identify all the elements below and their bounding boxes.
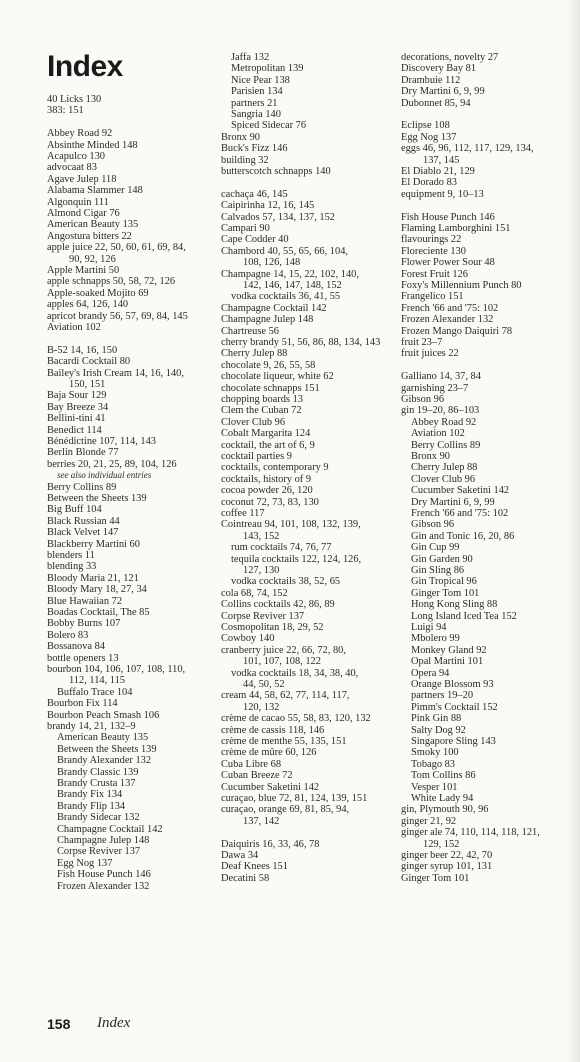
index-subentry: 120, 132 [243, 701, 280, 713]
index-entry: Dry Martini 6, 9, 99 [401, 86, 485, 98]
index-subentry: 101, 107, 108, 122 [243, 656, 321, 668]
index-entry: equipment 9, 10–13 [401, 188, 484, 200]
index-entry: Frangelico 151 [401, 291, 464, 303]
index-entry: Cointreau 94, 101, 108, 132, 139, [221, 519, 361, 531]
index-entry: Bacardi Cocktail 80 [47, 356, 131, 368]
index-entry: Bénédictine 107, 114, 143 [47, 436, 156, 447]
index-entry: crème de cassis 118, 146 [221, 724, 325, 736]
index-subentry: Aviation 102 [411, 428, 465, 440]
index-subentry: 137, 145 [423, 154, 460, 166]
index-subentry: 127, 130 [243, 565, 280, 576]
index-subentry: Cherry Julep 88 [411, 462, 478, 474]
index-entry: Acapulco 130 [47, 151, 105, 162]
index-subentry: Dry Martini 6, 9, 99 [411, 496, 495, 508]
index-subentry: American Beauty 135 [57, 732, 149, 744]
index-entry: Algonquin 111 [47, 196, 109, 208]
index-subentry: 137, 142 [243, 815, 280, 827]
index-entry: French '66 and '75: 102 [401, 302, 499, 314]
index-entry: Drambuie 112 [401, 74, 461, 86]
index-subentry: Clover Club 96 [411, 473, 476, 485]
index-entry: apricot brandy 56, 57, 69, 84, 145 [47, 310, 188, 322]
index-entry: Cape Codder 40 [221, 234, 289, 246]
index-subentry: Spiced Sidecar 76 [231, 120, 307, 132]
index-entry: Black Russian 44 [47, 515, 120, 527]
index-subentry: Fish House Punch 146 [57, 869, 151, 881]
index-entry: Discovery Bay 81 [401, 63, 477, 75]
index-entry: curaçao, orange 69, 81, 85, 94, [221, 804, 350, 816]
index-entry: eggs 46, 96, 112, 117, 129, 134, [401, 143, 534, 155]
index-entry: Forest Fruit 126 [401, 268, 468, 280]
running-footer-label: Index [97, 1015, 131, 1031]
index-subentry: Champagne Cocktail 142 [57, 823, 163, 835]
index-entry: bourbon 104, 106, 107, 108, 110, [47, 664, 186, 675]
index-entry: curaçao, blue 72, 81, 124, 139, 151 [221, 793, 368, 804]
index-subentry: Salty Dog 92 [411, 724, 466, 736]
index-subentry: Brandy Alexander 132 [57, 755, 152, 767]
index-entry: Champagne Cocktail 142 [221, 302, 327, 314]
index-entry: chocolate liqueur, white 62 [221, 371, 334, 383]
index-entry: apple juice 22, 50, 60, 61, 69, 84, [47, 242, 186, 254]
index-subentry: Orange Blossom 93 [411, 679, 494, 690]
index-entry: ginger ale 74, 110, 114, 118, 121, [401, 827, 540, 839]
index-entry: Bailey's Irish Cream 14, 16, 140, [47, 367, 184, 379]
index-subentry: Pimm's Cocktail 152 [411, 701, 498, 713]
index-subentry: 150, 151 [69, 379, 106, 390]
index-entry: berries 20, 21, 25, 89, 104, 126 [47, 458, 177, 470]
index-subentry: 142, 146, 147, 148, 152 [243, 280, 342, 291]
index-entry: Alabama Slammer 148 [47, 185, 143, 197]
index-entry: Frozen Alexander 132 [401, 314, 494, 326]
index-subentry: Gibson 96 [411, 519, 455, 531]
index-entry: Chambord 40, 55, 65, 66, 104, [221, 245, 348, 257]
index-entry: garnishing 23–7 [401, 382, 469, 394]
index-subentry: 112, 114, 115 [69, 675, 125, 687]
index-entry: Cosmopolitan 18, 29, 52 [221, 622, 324, 633]
index-subentry: Opera 94 [411, 667, 450, 679]
index-entry: Black Velvet 147 [47, 527, 119, 539]
page-number: 158 [47, 1016, 71, 1032]
index-entry: chocolate schnapps 151 [221, 382, 320, 394]
index-entry: Campari 90 [221, 223, 270, 234]
index-subentry: Opal Martini 101 [411, 656, 484, 668]
index-subentry: 44, 50, 52 [243, 679, 285, 690]
index-entry: Clem the Cuban 72 [221, 405, 302, 417]
index-entry: 40 Licks 130 [47, 94, 102, 105]
index-subentry: Brandy Fix 134 [57, 789, 123, 801]
index-subentry: partners 21 [231, 97, 278, 109]
index-entry: Bellini-tini 41 [47, 413, 106, 425]
index-entry: American Beauty 135 [47, 219, 139, 231]
index-entry: Bloody Mary 18, 27, 34 [47, 584, 147, 596]
index-entry: Clover Club 96 [221, 416, 286, 428]
index-subentry: Buffalo Trace 104 [57, 686, 133, 698]
index-entry: Frozen Mango Daiquiri 78 [401, 325, 513, 337]
index-entry: blenders 11 [47, 550, 95, 561]
index-subentry: Long Island Iced Tea 152 [411, 610, 517, 622]
index-subentry: Metropolitan 139 [231, 63, 304, 75]
index-entry: blending 33 [47, 561, 97, 573]
index-entry: coconut 72, 73, 83, 130 [221, 496, 319, 508]
index-entry: Floreciente 130 [401, 245, 466, 257]
index-entry: butterscotch schnapps 140 [221, 166, 331, 177]
index-subentry: Frozen Alexander 132 [57, 880, 150, 892]
index-subentry: Egg Nog 137 [57, 857, 113, 869]
index-subentry: White Lady 94 [411, 793, 474, 804]
index-entry: Caipirinha 12, 16, 145 [221, 200, 315, 212]
index-subentry: Luigi 94 [411, 622, 447, 633]
index-subentry: Parisien 134 [231, 86, 283, 98]
index-entry: Champagne 14, 15, 22, 102, 140, [221, 268, 359, 280]
index-entry: cocktail parties 9 [221, 451, 292, 462]
index-entry: building 32 [221, 154, 269, 166]
index-entry: Cherry Julep 88 [221, 348, 288, 360]
index-entry: Deaf Knees 151 [221, 861, 288, 873]
index-entry: Decatini 58 [221, 872, 270, 884]
index-entry: Cuba Libre 68 [221, 758, 282, 770]
index-entry: gin, Plymouth 90, 96 [401, 804, 489, 816]
index-subentry: Tom Collins 86 [411, 770, 476, 782]
index-entry: decorations, novelty 27 [401, 52, 499, 63]
index-entry: coffee 117 [221, 508, 265, 519]
index-subentry: Pink Gin 88 [411, 713, 462, 725]
index-subentry: Brandy Sidecar 132 [57, 812, 140, 824]
index-entry: fruit juices 22 [401, 348, 459, 360]
index-entry: Bourbon Peach Smash 106 [47, 709, 160, 721]
index-entry: Blue Hawaiian 72 [47, 595, 123, 607]
index-entry: El Dorado 83 [401, 177, 457, 189]
index-entry: ginger 21, 92 [401, 815, 457, 827]
index-subentry: Mbolero 99 [411, 633, 460, 645]
index-entry: Agave Julep 118 [47, 173, 117, 185]
index-subentry: Corpse Reviver 137 [57, 846, 141, 858]
index-entry: Collins cocktails 42, 86, 89 [221, 599, 335, 611]
index-entry: Eclipse 108 [401, 120, 450, 132]
index-entry: Berry Collins 89 [47, 481, 117, 493]
index-entry: crème de menthe 55, 135, 151 [221, 736, 347, 747]
index-subentry: 143, 152 [243, 530, 280, 542]
index-entry: Egg Nog 137 [401, 131, 457, 143]
index-entry: ginger beer 22, 42, 70 [401, 850, 493, 861]
index-entry: Cobalt Margarita 124 [221, 428, 311, 440]
page-title: Index [47, 50, 123, 83]
index-entry: Bay Breeze 34 [47, 401, 109, 413]
index-entry: El Diablo 21, 129 [401, 166, 475, 177]
index-entry: Apple Martini 50 [47, 265, 120, 276]
index-subentry: Cucumber Saketini 142 [411, 485, 510, 497]
index-entry: Buck's Fizz 146 [221, 143, 288, 155]
index-entry: apples 64, 126, 140 [47, 299, 129, 311]
index-entry: Apple-soaked Mojito 69 [47, 287, 149, 299]
index-entry: Benedict 114 [47, 424, 102, 436]
index-entry: Big Buff 104 [47, 504, 102, 516]
cross-reference: see also individual entries [57, 470, 152, 481]
index-entry: Bolero 83 [47, 629, 89, 641]
index-subentry: Gin Sling 86 [411, 565, 465, 576]
index-entry: cocktails, history of 9 [221, 473, 312, 485]
index-subentry: French '66 and '75: 102 [411, 508, 509, 519]
index-entry: Bourbon Fix 114 [47, 698, 118, 710]
index-subentry: Nice Pear 138 [231, 74, 290, 86]
index-entry: Cucumber Saketini 142 [221, 781, 320, 793]
index-entry: Blackberry Martini 60 [47, 538, 140, 550]
index-entry: cocoa powder 26, 120 [221, 485, 313, 497]
index-entry: Foxy's Millennium Punch 80 [401, 280, 522, 291]
index-entry: cola 68, 74, 152 [221, 587, 288, 599]
index-subentry: rum cocktails 74, 76, 77 [231, 542, 332, 554]
index-entry: 383: 151 [47, 105, 84, 117]
index-entry: Dawa 34 [221, 850, 259, 861]
index-entry: Chartreuse 56 [221, 325, 279, 337]
index-subentry: Vesper 101 [411, 781, 458, 793]
index-entry: ginger syrup 101, 131 [401, 861, 493, 873]
index-entry: Flaming Lamborghini 151 [401, 223, 511, 234]
index-entry: Almond Cigar 76 [47, 208, 120, 219]
index-subentry: Smoky 100 [411, 747, 459, 759]
index-entry: Dubonnet 85, 94 [401, 97, 471, 109]
index-subentry: Brandy Flip 134 [57, 800, 126, 812]
index-entry: Bronx 90 [221, 131, 260, 143]
index-subentry: 108, 126, 148 [243, 257, 301, 269]
index-subentry: Abbey Road 92 [411, 416, 477, 428]
index-entry: Bloody Maria 21, 121 [47, 572, 139, 584]
index-entry: cranberry juice 22, 66, 72, 80, [221, 644, 346, 656]
index-entry: Absinthe Minded 148 [47, 139, 138, 151]
index-entry: cherry brandy 51, 56, 86, 88, 134, 143 [221, 337, 381, 348]
index-entry: Cuban Breeze 72 [221, 770, 293, 782]
index-subentry: 129, 152 [423, 838, 460, 850]
index-entry: bottle openers 13 [47, 652, 119, 664]
index-entry: crème de mûre 60, 126 [221, 747, 317, 759]
index-entry: chopping boards 13 [221, 394, 303, 405]
index-entry: cocktail, the art of 6, 9 [221, 439, 315, 451]
index-entry: Corpse Reviver 137 [221, 610, 305, 622]
index-subentry: vodka cocktails 18, 34, 38, 40, [231, 667, 359, 679]
index-entry: Berlin Blonde 77 [47, 447, 119, 459]
index-subentry: Hong Kong Sling 88 [411, 599, 498, 611]
index-subentry: Gin Tropical 96 [411, 576, 477, 588]
index-subentry: Berry Collins 89 [411, 439, 481, 451]
index-subentry: vodka cocktails 38, 52, 65 [231, 576, 341, 588]
index-entry: Calvados 57, 134, 137, 152 [221, 211, 336, 223]
index-subentry: 90, 92, 126 [69, 253, 116, 265]
index-entry: apple schnapps 50, 58, 72, 126 [47, 276, 176, 288]
index-entry: Champagne Julep 148 [221, 314, 314, 326]
index-entry: flavourings 22 [401, 234, 462, 246]
index-entry: Baja Sour 129 [47, 390, 107, 402]
index-entry: Bobby Burns 107 [47, 618, 121, 630]
index-subentry: Tobago 83 [411, 758, 456, 770]
index-entry: advocaat 83 [47, 162, 97, 174]
index-subentry: vodka cocktails 36, 41, 55 [231, 291, 341, 303]
index-subentry: Jaffa 132 [231, 52, 270, 63]
index-subentry: Sangria 140 [231, 109, 281, 120]
index-entry: Abbey Road 92 [47, 128, 113, 140]
index-entry: Galliano 14, 37, 84 [401, 371, 481, 383]
index-subentry: Between the Sheets 139 [57, 743, 157, 755]
index-subentry: Gin and Tonic 16, 20, 86 [411, 530, 515, 542]
index-subentry: Ginger Tom 101 [411, 587, 480, 599]
index-subentry: Monkey Gland 92 [411, 644, 487, 656]
index-entry: B-52 14, 16, 150 [47, 344, 118, 356]
index-subentry: Brandy Crusta 137 [57, 778, 136, 789]
index-entry: crème de cacao 55, 58, 83, 120, 132 [221, 713, 371, 725]
index-subentry: Bronx 90 [411, 451, 450, 462]
index-entry: Aviation 102 [47, 322, 101, 333]
index-entry: cocktails, contemporary 9 [221, 462, 329, 474]
index-entry: cachaça 46, 145 [221, 188, 288, 200]
index-entry: Ginger Tom 101 [401, 872, 470, 884]
index-entry: Cowboy 140 [221, 633, 275, 645]
index-subentry: Gin Cup 99 [411, 542, 460, 554]
index-entry: Daiquiris 16, 33, 46, 78 [221, 838, 320, 850]
index-entry: brandy 14, 21, 132–9 [47, 721, 136, 732]
index-entry: Between the Sheets 139 [47, 493, 147, 504]
index-subentry: partners 19–20 [411, 690, 474, 702]
index-entry: cream 44, 58, 62, 77, 114, 117, [221, 690, 350, 702]
index-subentry: tequila cocktails 122, 124, 126, [231, 553, 362, 565]
index-entry: Bossanova 84 [47, 641, 106, 653]
index-entry: gin 19–20, 86–103 [401, 405, 480, 417]
index-subentry: Brandy Classic 139 [57, 766, 139, 778]
index-entry: Boadas Cocktail, The 85 [47, 607, 150, 618]
index-entry: Gibson 96 [401, 394, 445, 405]
index-entry: chocolate 9, 26, 55, 58 [221, 359, 316, 371]
index-subentry: Champagne Julep 148 [57, 835, 150, 846]
index-subentry: Singapore Sling 143 [411, 736, 496, 747]
index-entry: Flower Power Sour 48 [401, 257, 495, 269]
index-entry: Angostura bitters 22 [47, 230, 132, 242]
index-subentry: Gin Garden 90 [411, 553, 473, 565]
index-entry: Fish House Punch 146 [401, 211, 495, 223]
index-entry: fruit 23–7 [401, 337, 443, 348]
